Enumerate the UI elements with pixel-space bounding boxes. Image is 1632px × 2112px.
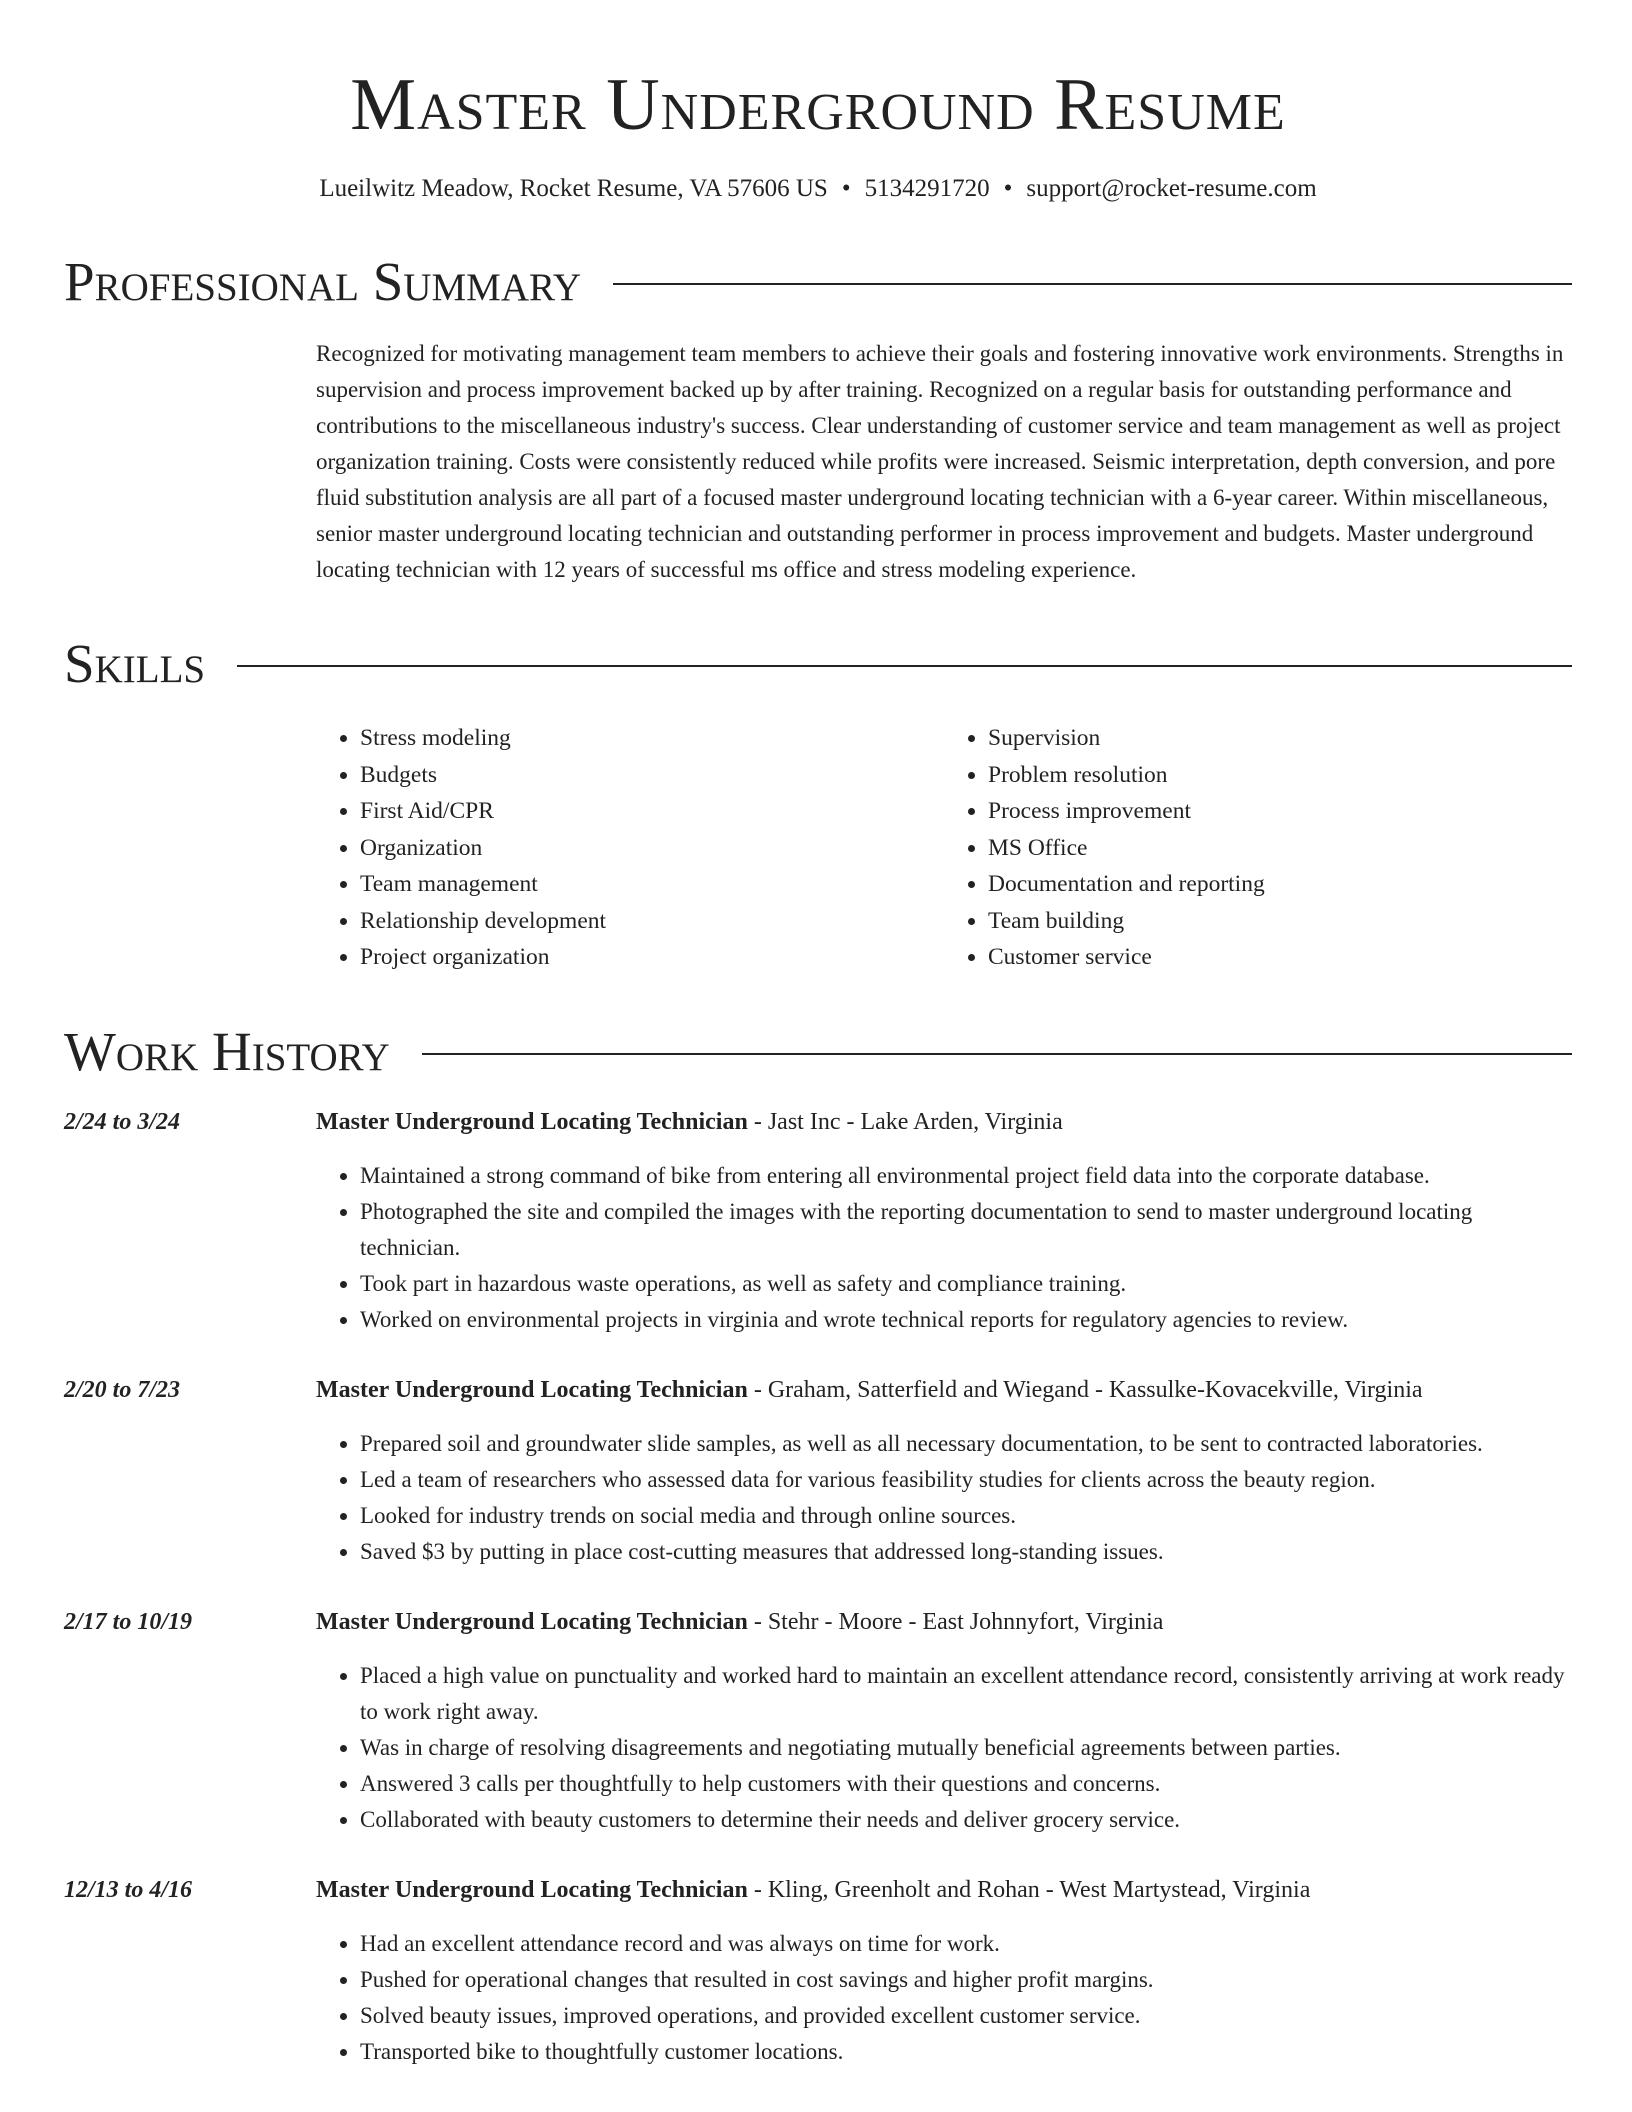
contact-separator: • bbox=[1003, 175, 1013, 202]
skill-item: • Supervision bbox=[988, 720, 1572, 757]
skill-item: • Customer service bbox=[988, 939, 1572, 976]
contact-line bbox=[64, 172, 1572, 206]
resume-page bbox=[64, 0, 1572, 2070]
skills-title: Skills bbox=[64, 633, 206, 694]
section-divider bbox=[237, 665, 1572, 667]
job-bullet: • Had an excellent attendance record and was always on time for work. bbox=[360, 1926, 1572, 1962]
job-bullet: • Photographed the site and compiled the images with the reporting documentation to send to master underground locating technician. bbox=[360, 1194, 1572, 1266]
summary-text: Recognized for motivating management team members to achieve their goals and fostering innovative work environments. Strengths in supervision and process improvement backed up by after training. Recognized on a regular basis for outstanding performance and contributions to the miscellaneous industry's success. Clear understanding of customer service and team management as well as project organization training. Costs were consistently reduced while profits were increased. Seismic interpretation, depth conversion, and pore fluid substitution analysis are all part of a focused master underground locating technician with a 6-year career. Within miscellaneous, senior master underground locating technician and outstanding performer in process improvement and budgets. Master underground locating technician with 12 years of successful ms office and stress modeling experience. bbox=[316, 341, 1564, 582]
skills-column-right bbox=[944, 720, 1572, 976]
skill-item: • Process improvement bbox=[988, 793, 1572, 830]
job-content bbox=[316, 1604, 1572, 1838]
contact-separator: • bbox=[841, 175, 851, 202]
job-company-location: - Jast Inc - Lake Arden, Virginia bbox=[747, 1108, 1063, 1135]
job-heading bbox=[316, 1872, 1572, 1908]
skills-section-header bbox=[64, 634, 1572, 694]
job-bullet: • Answered 3 calls per thoughtfully to help customers with their questions and concerns. bbox=[360, 1766, 1572, 1802]
contact-address: Lueilwitz Meadow, Rocket Resume, VA 57606 US bbox=[319, 175, 828, 202]
summary-section-header bbox=[64, 252, 1572, 312]
skill-item: • MS Office bbox=[988, 830, 1572, 867]
job-company-location: - Kling, Greenholt and Rohan - West Martystead, Virginia bbox=[747, 1876, 1311, 1903]
job-heading bbox=[316, 1104, 1572, 1140]
skill-item: • Organization bbox=[360, 830, 944, 867]
job-bullets bbox=[316, 1158, 1572, 1338]
skill-item: • Budgets bbox=[360, 757, 944, 794]
job-dates: 12/13 to 4/16 bbox=[64, 1876, 193, 1903]
job-title: Master Underground Locating Technician bbox=[316, 1108, 748, 1135]
job-dates: 2/17 to 10/19 bbox=[64, 1608, 193, 1635]
job-company-location: - Stehr - Moore - East Johnnyfort, Virginia bbox=[747, 1608, 1164, 1635]
job-bullet: • Took part in hazardous waste operations, as well as safety and compliance training. bbox=[360, 1266, 1572, 1302]
skill-item: • Documentation and reporting bbox=[988, 866, 1572, 903]
job-bullet: • Placed a high value on punctuality and worked hard to maintain an excellent attendance record, consistently arriving at work ready to work right away. bbox=[360, 1658, 1572, 1730]
job-bullet: • Pushed for operational changes that resulted in cost savings and higher profit margins. bbox=[360, 1962, 1572, 1998]
job-entry bbox=[64, 1604, 1572, 1838]
job-heading bbox=[316, 1372, 1572, 1408]
job-title: Master Underground Locating Technician bbox=[316, 1608, 748, 1635]
job-bullet: • Worked on environmental projects in virginia and wrote technical reports for regulatory agencies to review. bbox=[360, 1302, 1572, 1338]
work-section-header bbox=[64, 1022, 1572, 1082]
job-content bbox=[316, 1104, 1572, 1338]
job-bullet: • Transported bike to thoughtfully customer locations. bbox=[360, 2034, 1572, 2070]
job-bullet: • Led a team of researchers who assessed data for various feasibility studies for clients across the beauty region. bbox=[360, 1462, 1572, 1498]
job-entry bbox=[64, 1872, 1572, 2070]
skills-column-left bbox=[316, 720, 944, 976]
job-bullet: • Was in charge of resolving disagreements and negotiating mutually beneficial agreements between parties. bbox=[360, 1730, 1572, 1766]
skill-item: • Team management bbox=[360, 866, 944, 903]
job-dates: 2/24 to 3/24 bbox=[64, 1108, 181, 1135]
job-company-location: - Graham, Satterfield and Wiegand - Kassulke-Kovacekville, Virginia bbox=[747, 1376, 1423, 1403]
job-content bbox=[316, 1372, 1572, 1570]
job-heading bbox=[316, 1604, 1572, 1640]
job-bullet: • Maintained a strong command of bike from entering all environmental project field data into the corporate database. bbox=[360, 1158, 1572, 1194]
resume-name: Master Underground Resume bbox=[350, 64, 1286, 146]
job-bullets bbox=[316, 1926, 1572, 2070]
skill-item: • First Aid/CPR bbox=[360, 793, 944, 830]
job-entry bbox=[64, 1104, 1572, 1338]
work-history-list bbox=[64, 1104, 1572, 2070]
skill-item: • Problem resolution bbox=[988, 757, 1572, 794]
job-bullet: • Solved beauty issues, improved operations, and provided excellent customer service. bbox=[360, 1998, 1572, 2034]
job-bullets bbox=[316, 1426, 1572, 1570]
job-entry bbox=[64, 1372, 1572, 1570]
section-divider bbox=[422, 1053, 1572, 1055]
job-bullets bbox=[316, 1658, 1572, 1838]
job-bullet: • Saved $3 by putting in place cost-cutting measures that addressed long-standing issues. bbox=[360, 1534, 1572, 1570]
work-title: Work History bbox=[64, 1020, 390, 1082]
job-bullet: • Looked for industry trends on social media and through online sources. bbox=[360, 1498, 1572, 1534]
skill-item: • Team building bbox=[988, 903, 1572, 940]
summary-title: Professional Summary bbox=[64, 251, 582, 312]
job-dates: 2/20 to 7/23 bbox=[64, 1376, 181, 1403]
job-content bbox=[316, 1872, 1572, 2070]
skills-list bbox=[316, 720, 1572, 976]
job-title: Master Underground Locating Technician bbox=[316, 1876, 748, 1903]
job-title: Master Underground Locating Technician bbox=[316, 1376, 748, 1403]
section-divider bbox=[613, 283, 1572, 285]
skill-item: • Relationship development bbox=[360, 903, 944, 940]
job-bullet: • Prepared soil and groundwater slide samples, as well as all necessary documentation, to be sent to contracted laboratories. bbox=[360, 1426, 1572, 1462]
skill-item: • Project organization bbox=[360, 939, 944, 976]
contact-phone: 5134291720 bbox=[864, 175, 990, 202]
job-bullet: • Collaborated with beauty customers to determine their needs and deliver grocery service. bbox=[360, 1802, 1572, 1838]
skill-item: • Stress modeling bbox=[360, 720, 944, 757]
contact-email: support@rocket-resume.com bbox=[1026, 175, 1317, 202]
